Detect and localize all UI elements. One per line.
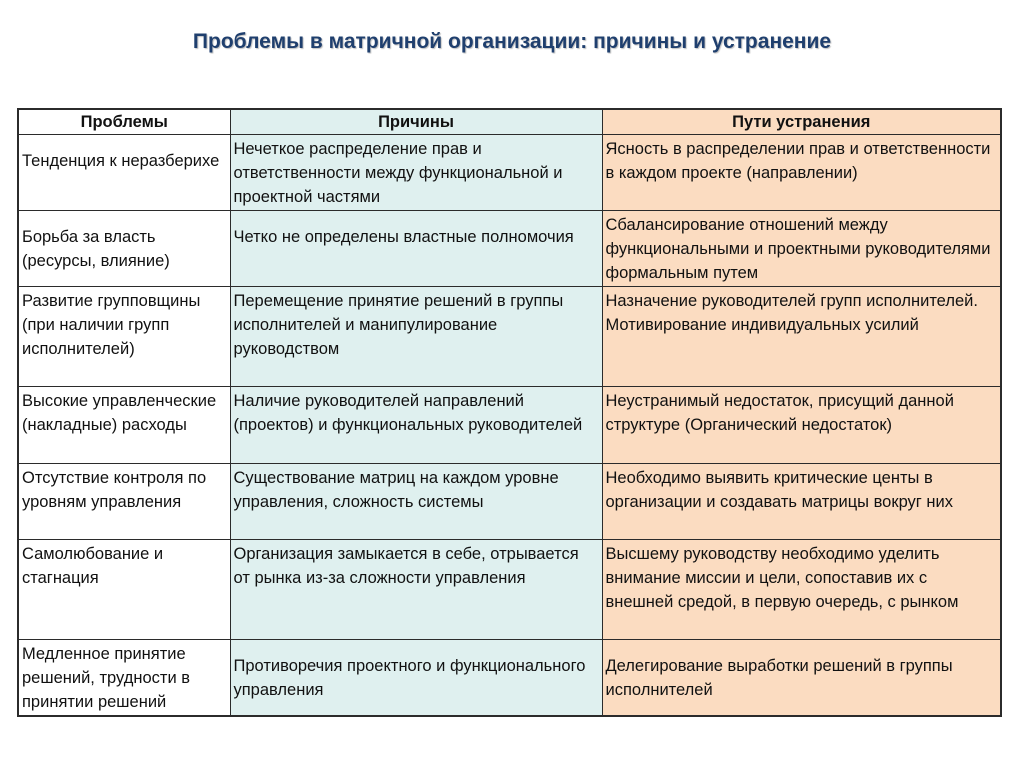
slide-title: Проблемы в матричной организации: причины и устранение xyxy=(192,30,832,53)
table-header-row xyxy=(18,109,1001,135)
cause-cell: Четко не определены властные полномочия xyxy=(230,211,602,287)
fix-cell: Необходимо выявить критические центы в организации и создавать матрицы вокруг них xyxy=(602,463,1001,539)
fix-cell: Ясность в распределении прав и ответственности в каждом проекте (направлении) xyxy=(602,135,1001,211)
fix-cell: Делегирование выработки решений в группы исполнителей xyxy=(602,639,1001,716)
problem-cell: Борьба за власть (ресурсы, влияние) xyxy=(18,211,230,287)
cause-cell: Существование матриц на каждом уровне управления, сложность системы xyxy=(230,463,602,539)
cause-cell: Нечеткое распределение прав и ответственности между функциональной и проектной частями xyxy=(230,135,602,211)
fix-cell: Сбалансирование отношений между функциональными и проектными руководителями формальным путем xyxy=(602,211,1001,287)
problem-cell: Медленное принятие решений, трудности в принятии решений xyxy=(18,639,230,716)
header-problems: Проблемы xyxy=(18,109,230,135)
problem-cell: Отсутствие контроля по уровням управления xyxy=(18,463,230,539)
header-fixes: Пути устранения xyxy=(602,109,1001,135)
table-row xyxy=(18,639,1001,716)
problems-table xyxy=(17,108,1002,717)
cause-cell: Организация замыкается в себе, отрывается от рынка из-за сложности управления xyxy=(230,539,602,639)
table-row xyxy=(18,463,1001,539)
header-causes: Причины xyxy=(230,109,602,135)
problem-cell: Развитие групповщины (при наличии групп исполнителей) xyxy=(18,287,230,387)
cause-cell: Наличие руководителей направлений (проектов) и функциональных руководителей xyxy=(230,387,602,463)
table-row xyxy=(18,539,1001,639)
cause-cell: Перемещение принятие решений в группы исполнителей и манипулирование руководством xyxy=(230,287,602,387)
fix-cell: Высшему руководству необходимо уделить внимание миссии и цели, сопоставив их с внешней средой, в первую очередь, с рынком xyxy=(602,539,1001,639)
table-row xyxy=(18,387,1001,463)
fix-cell: Неустранимый недостаток, присущий данной структуре (Органический недостаток) xyxy=(602,387,1001,463)
problem-cell: Тенденция к неразберихе xyxy=(18,135,230,211)
table-row xyxy=(18,135,1001,211)
table-row xyxy=(18,287,1001,387)
fix-cell: Назначение руководителей групп исполнителей. Мотивирование индивидуальных усилий xyxy=(602,287,1001,387)
table-row xyxy=(18,211,1001,287)
cause-cell: Противоречия проектного и функционального управления xyxy=(230,639,602,716)
problem-cell: Самолюбование и стагнация xyxy=(18,539,230,639)
problem-cell: Высокие управленческие (накладные) расходы xyxy=(18,387,230,463)
